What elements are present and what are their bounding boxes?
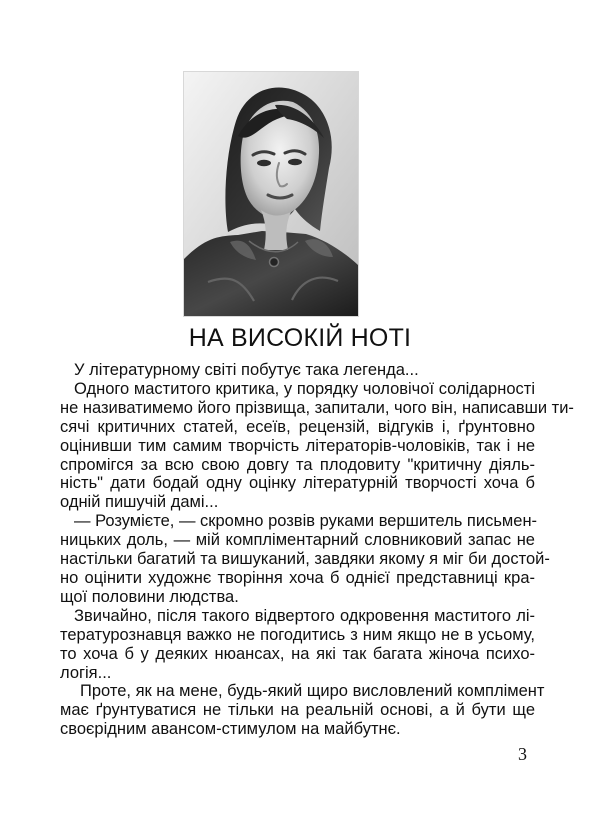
text-line: но оцінити художнє творіння хоча б однієї представниці кра- <box>60 568 535 587</box>
page-title: НА ВИСОКІЙ НОТІ <box>188 324 412 352</box>
text-line: своєрідним авансом-стимулом на майбутнє. <box>60 720 401 739</box>
text-line: оцінивши тим самим творчість літераторів-чоловіків, так і не <box>60 436 535 455</box>
text-line: — Розумієте, — скромно розвів руками вершитель письмен- <box>74 512 538 531</box>
text-line: У літературному світі побутує така легенда... <box>74 361 419 379</box>
text-line: настільки багатий та вишуканий, завдяки якому я міг би достой- <box>60 550 550 569</box>
text-line: Проте, як на мене, будь-який щиро висловлений комплімент <box>80 682 545 701</box>
text-line: спромігся за всю свою довгу та плодовиту "критичну діяль- <box>60 455 535 474</box>
text-line: тературознавця важко не погодитись з ним якщо не в усьому, <box>60 625 535 644</box>
text-line: Одного маститого критика, у порядку чоловічої солідарності <box>74 379 535 398</box>
text-line: ницьких доль, — мій компліментарний словниковий запас не <box>60 531 535 550</box>
author-portrait <box>184 72 358 316</box>
text-line: одній пишучій дамі... <box>60 493 219 512</box>
text-line: то хоча б у деяких нюансах, на які так багата жіноча психо- <box>60 644 535 663</box>
article-text <box>60 361 574 739</box>
text-line: не називатимемо його прізвища, запитали, чого він, написавши ти- <box>60 398 574 417</box>
text-line: логія... <box>60 663 112 682</box>
text-line: сячі критичних статей, есеїв, рецензій, відгуків і, ґрунтовно <box>60 417 535 436</box>
text-line: має ґрунтуватися не тільки на реальній основі, а й бути ще <box>60 701 535 720</box>
text-line: ність" дати бодай одну оцінку літературній творчості хоча б <box>60 474 535 493</box>
page-number: 3 <box>518 744 527 764</box>
text-line: Звичайно, після такого відвертого одкровення маститого лі- <box>74 606 535 625</box>
text-line: щої половини людства. <box>60 587 239 606</box>
